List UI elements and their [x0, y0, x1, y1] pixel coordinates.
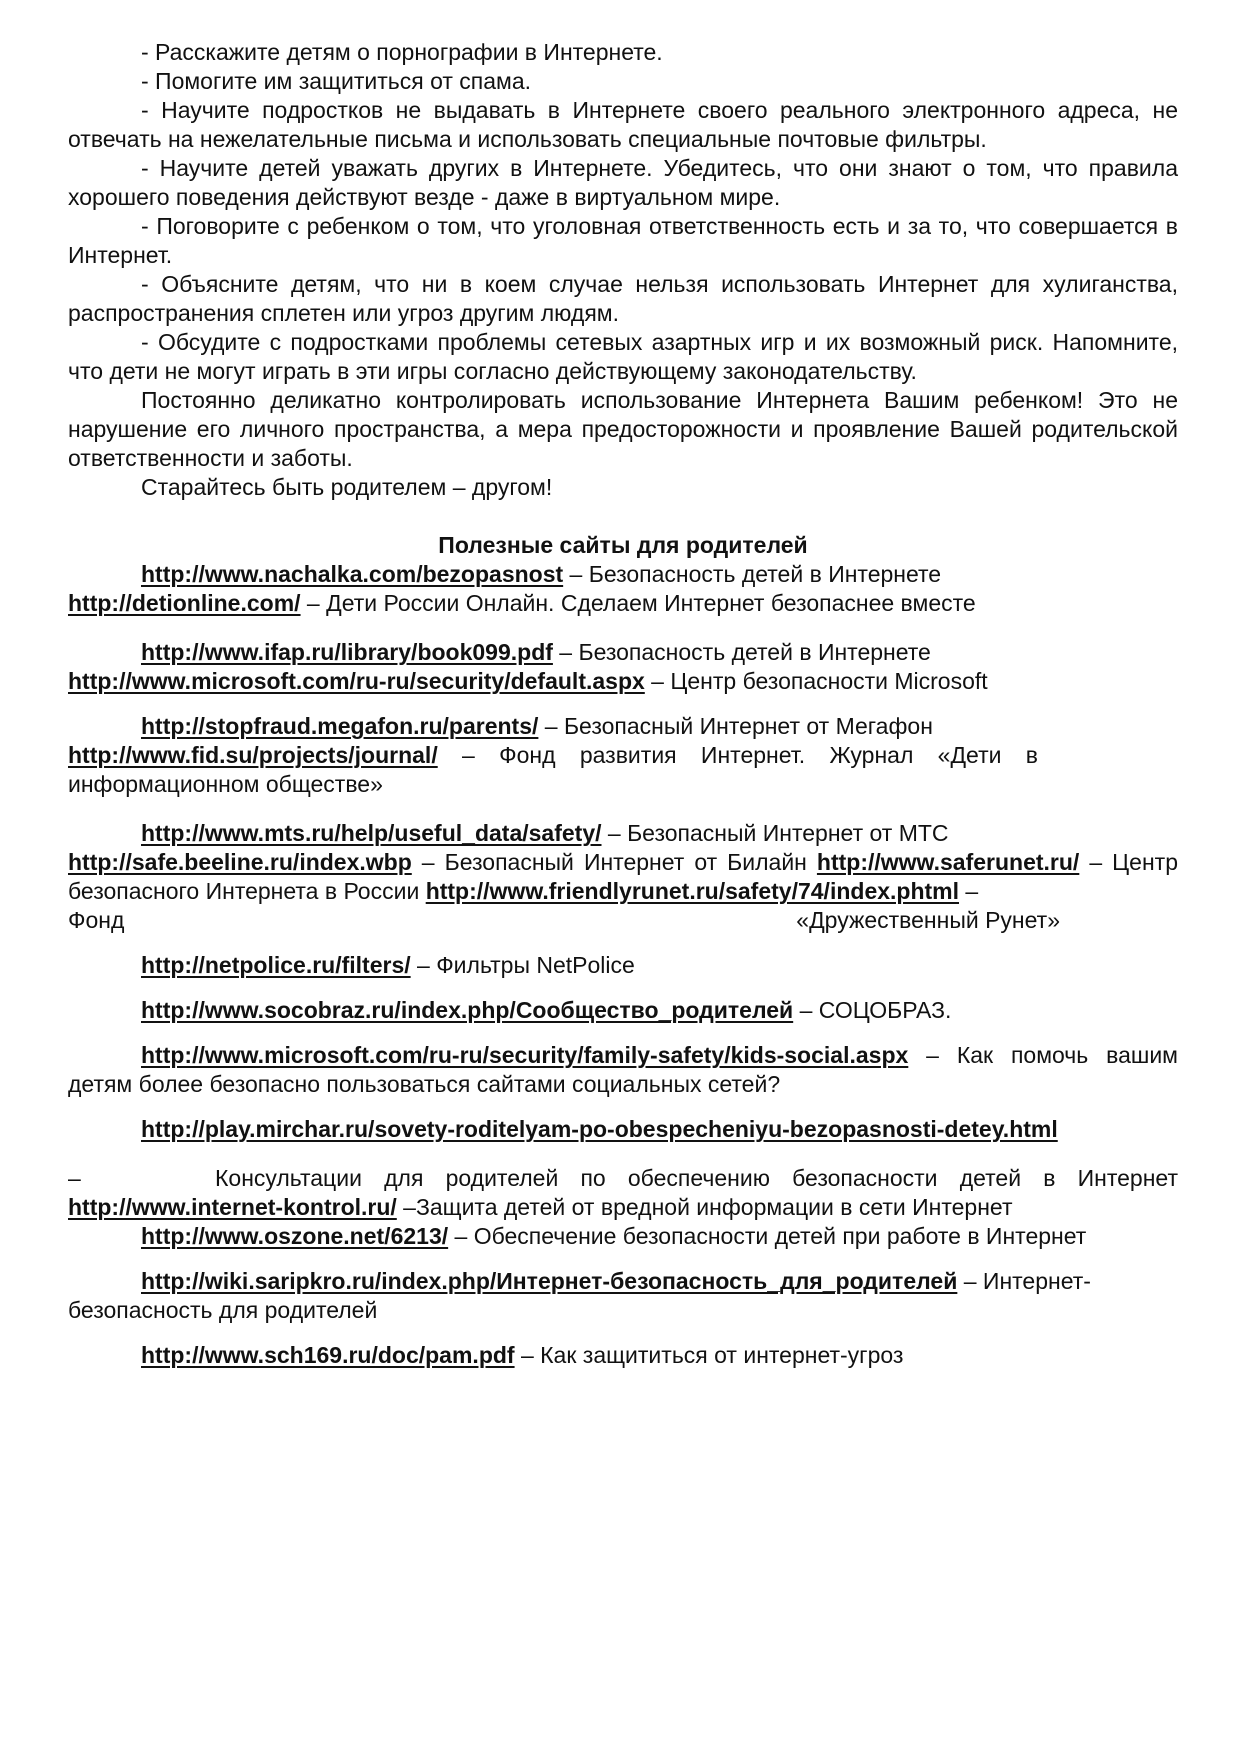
link-entry: [68, 667, 1178, 696]
link-entry: [68, 560, 1178, 589]
link-entry: [68, 1193, 1178, 1222]
link-entry: [68, 589, 1178, 618]
bullet-5: - Поговорите с ребенком о том, что уголовная ответственность есть и за то, что совершается в Интернет.: [68, 213, 1178, 268]
link-description: – Фонд развития Интернет. Журнал «Дети в информационном обществе»: [68, 742, 1038, 797]
link-description: – Безопасный Интернет от МТС: [601, 820, 949, 846]
link-sch169[interactable]: http://www.sch169.ru/doc/pam.pdf: [141, 1342, 515, 1368]
link-description: –: [959, 878, 979, 904]
link-entry: [68, 1115, 1178, 1144]
link-description: – Дети России Онлайн. Сделаем Интернет безопаснее вместе: [300, 590, 976, 616]
link-megafon[interactable]: http://stopfraud.megafon.ru/parents/: [141, 713, 539, 739]
link-description: – Центр безопасности Microsoft: [644, 668, 988, 694]
link-saferunet[interactable]: http://www.saferunet.ru/: [816, 849, 1080, 875]
bullet-2: - Помогите им защититься от спама.: [141, 68, 532, 94]
link-entry: [68, 996, 1178, 1025]
link-entry: [68, 1341, 1178, 1370]
section-heading: Полезные сайты для родителей: [438, 532, 808, 558]
link-description: – Безопасный Интернет от Билайн: [411, 849, 817, 875]
link-entry: [68, 712, 1178, 741]
link-entry: [68, 1222, 1178, 1251]
link-description: Консультации для родителей по обеспечению безопасности детей в Интернет: [215, 1165, 1178, 1191]
link-description: – СОЦОБРАЗ.: [793, 997, 952, 1023]
link-mts[interactable]: http://www.mts.ru/help/useful_data/safety/: [141, 820, 602, 846]
link-saripkro[interactable]: http://wiki.saripkro.ru/index.php/Интернет-безопасность_для_родителей: [141, 1268, 958, 1294]
link-description: – Безопасность детей в Интернете: [552, 639, 931, 665]
link-internet-kontrol[interactable]: http://www.internet-kontrol.ru/: [68, 1194, 397, 1220]
link-entry: [68, 1267, 1178, 1325]
fund-word: Фонд: [68, 907, 125, 933]
link-microsoft-kids-social[interactable]: http://www.microsoft.com/ru-ru/security/family-safety/kids-social.aspx: [141, 1042, 909, 1068]
link-entry: [68, 1041, 1178, 1099]
bullet-7: - Обсудите с подростками проблемы сетевых азартных игр и их возможный риск. Напомните, что дети не могут играть в эти игры согласно действующему законодательству.: [68, 329, 1178, 384]
link-nachalka[interactable]: http://www.nachalka.com/bezopasnost: [141, 561, 564, 587]
fund-line: [68, 906, 1178, 935]
link-fid[interactable]: http://www.fid.su/projects/journal/: [68, 742, 438, 768]
link-description: –Защита детей от вредной информации в сети Интернет: [396, 1194, 1013, 1220]
bullet-6: - Объясните детям, что ни в коем случае нельзя использовать Интернет для хулиганства, распространения сплетен или угроз другим людям.: [68, 271, 1178, 326]
link-entry: [68, 951, 1178, 980]
link-oszone[interactable]: http://www.oszone.net/6213/: [141, 1223, 449, 1249]
link-description: – Фильтры NetPolice: [410, 952, 635, 978]
link-detionline[interactable]: http://detionline.com/: [68, 590, 301, 616]
link-mirchar[interactable]: http://play.mirchar.ru/sovety-roditelyam-po-obespecheniyu-bezopasnosti-detey.html: [141, 1116, 1058, 1142]
fund-name: «Дружественный Рунет»: [796, 907, 1060, 933]
link-microsoft-security[interactable]: http://www.microsoft.com/ru-ru/security/default.aspx: [68, 668, 645, 694]
link-description: – Обеспечение безопасности детей при работе в Интернет: [448, 1223, 1087, 1249]
bullet-1: - Расскажите детям о порнографии в Интернете.: [141, 39, 663, 65]
closing-slogan: Старайтесь быть родителем – другом!: [141, 474, 553, 500]
link-friendlyrunet[interactable]: http://www.friendlyrunet.ru/safety/74/index.phtml: [425, 878, 960, 904]
link-description: – Как помочь вашим детям более безопасно пользоваться сайтами социальных сетей?: [68, 1042, 1178, 1097]
document-page: [68, 38, 1178, 1370]
link-entry: [68, 638, 1178, 667]
link-netpolice[interactable]: http://netpolice.ru/filters/: [141, 952, 411, 978]
bullet-3: - Научите подростков не выдавать в Интернете своего реального электронного адреса, не отвечать на нежелательные письма и использовать специальные почтовые фильтры.: [68, 97, 1178, 152]
bullet-4: - Научите детей уважать других в Интернете. Убедитесь, что они знают о том, что правила хорошего поведения действуют везде - даже в виртуальном мире.: [68, 155, 1178, 210]
dash: –: [68, 1165, 81, 1191]
link-entry: [68, 741, 1178, 799]
link-description: – Безопасность детей в Интернете: [563, 561, 942, 587]
link-description-line: [68, 1164, 1178, 1193]
closing-paragraph: Постоянно деликатно контролировать использование Интернета Вашим ребенком! Это не нарушение его личного пространства, а мера предосторожности и проявление Вашей родительской ответственности и заботы.: [68, 387, 1178, 471]
link-ifap[interactable]: http://www.ifap.ru/library/book099.pdf: [141, 639, 553, 665]
link-description: – Интернет-безопасность для родителей: [68, 1268, 1091, 1323]
link-entry: [68, 819, 1178, 848]
link-socobraz[interactable]: http://www.socobraz.ru/index.php/Сообщество_родителей: [141, 997, 794, 1023]
link-description: – Центр безопасного Интернета в России: [68, 849, 1179, 904]
link-entry-group: [68, 848, 1178, 906]
link-description: – Как защититься от интернет-угроз: [514, 1342, 904, 1368]
link-description: – Безопасный Интернет от Мегафон: [538, 713, 933, 739]
link-beeline[interactable]: http://safe.beeline.ru/index.wbp: [68, 849, 412, 875]
